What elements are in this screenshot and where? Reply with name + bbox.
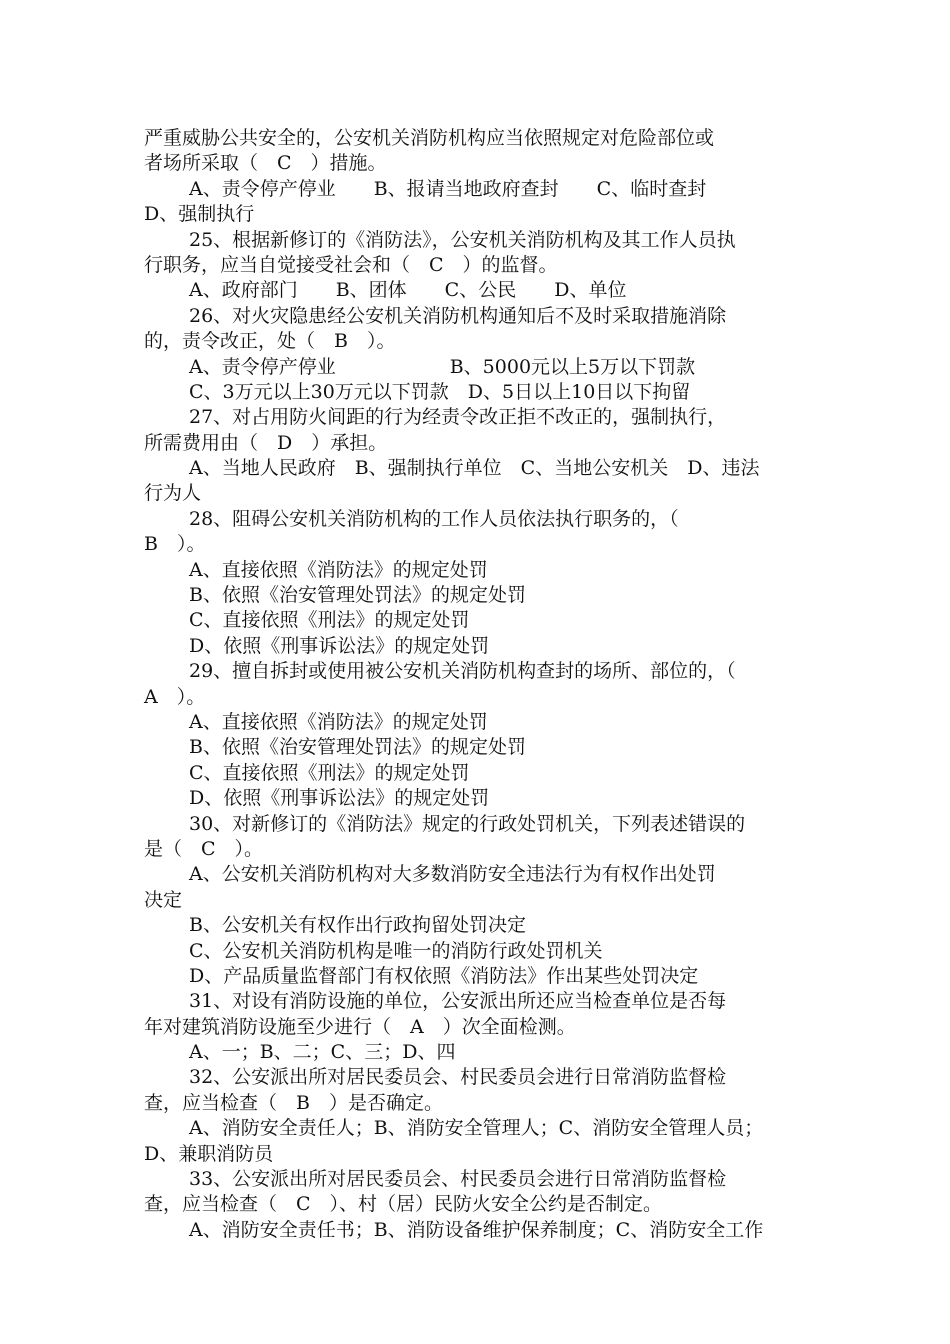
text-line: A、公安机关消防机构对大多数消防安全违法行为有权作出处罚 [189,863,716,886]
text-line: 年对建筑消防设施至少进行（ A ）次全面检测。 [144,1015,576,1038]
text-line: 31、对设有消防设施的单位，公安派出所还应当检查单位是否每 [189,990,727,1013]
text-line: B、依照《治安管理处罚法》的规定处罚 [189,584,526,607]
text-line: C、直接依照《刑法》的规定处罚 [189,761,470,784]
text-line: B、依照《治安管理处罚法》的规定处罚 [189,736,526,759]
text-line: 26、对火灾隐患经公安机关消防机构通知后不及时采取措施消除 [189,304,727,327]
text-line: 33、公安派出所对居民委员会、村民委员会进行日常消防监督检 [189,1168,727,1191]
text-line: 决定 [144,888,183,911]
text-line: 27、对占用防火间距的行为经责令改正拒不改正的，强制执行， [189,406,727,429]
text-line: A、政府部门 B、团体 C、公民 D、单位 [189,279,627,302]
text-line: 是（ C ）。 [144,837,264,860]
text-line: A、一；B、二；C、三；D、四 [189,1041,456,1064]
text-line: 29、擅自拆封或使用被公安机关消防机构查封的场所、部位的，（ [189,660,736,683]
text-line: D、依照《刑事诉讼法》的规定处罚 [189,634,490,657]
text-line: 行为人 [144,482,202,505]
text-line: A、责令停产停业 B、报请当地政府查封 C、临时查封 [189,177,707,200]
text-line: A、责令停产停业 B、5000元以上5万以下罚款 [189,355,696,378]
text-line: 的，责令改正，处（ B ）。 [144,330,396,353]
text-line: 查，应当检查（ B ）是否确定。 [144,1091,443,1114]
text-line: 行职务，应当自觉接受社会和（ C ）的监督。 [144,253,558,276]
text-line: 30、对新修订的《消防法》规定的行政处罚机关，下列表述错误的 [189,812,746,835]
text-line: 25、根据新修订的《消防法》，公安机关消防机构及其工作人员执 [189,228,736,251]
text-line: 所需费用由（ D ）承担。 [144,431,388,454]
exam-question-text [144,126,812,1243]
text-line: B、公安机关有权作出行政拘留处罚决定 [189,914,526,937]
text-line: A ）。 [144,685,206,708]
text-line: D、强制执行 [144,203,255,226]
text-line: C、3万元以上30万元以下罚款 D、5日以上10日以下拘留 [189,380,691,403]
text-line: 32、公安派出所对居民委员会、村民委员会进行日常消防监督检 [189,1066,727,1089]
text-line: A、消防安全责任人；B、消防安全管理人；C、消防安全管理人员； [189,1117,764,1140]
text-line: 查，应当检查（ C ）、村（居）民防火安全公约是否制定。 [144,1193,663,1216]
text-line: A、直接依照《消防法》的规定处罚 [189,558,488,581]
text-line: D、依照《刑事诉讼法》的规定处罚 [189,787,490,810]
text-line: D、兼职消防员 [144,1142,274,1165]
text-line: 严重威胁公共安全的，公安机关消防机构应当依照规定对危险部位或 [144,127,715,149]
text-line: 28、阻碍公安机关消防机构的工作人员依法执行职务的，（ [189,507,679,530]
text-line: 者场所采取（ C ）措施。 [144,152,387,175]
text-line: C、直接依照《刑法》的规定处罚 [189,609,470,632]
text-line: B ）。 [144,533,206,556]
text-line: A、消防安全责任书；B、消防设备维护保养制度；C、消防安全工作 [189,1218,764,1241]
text-line: C、公安机关消防机构是唯一的消防行政处罚机关 [189,939,603,962]
text-line: A、当地人民政府 B、强制执行单位 C、当地公安机关 D、违法 [189,457,760,480]
text-line: D、产品质量监督部门有权依照《消防法》作出某些处罚决定 [189,964,699,987]
text-line: A、直接依照《消防法》的规定处罚 [189,710,488,733]
